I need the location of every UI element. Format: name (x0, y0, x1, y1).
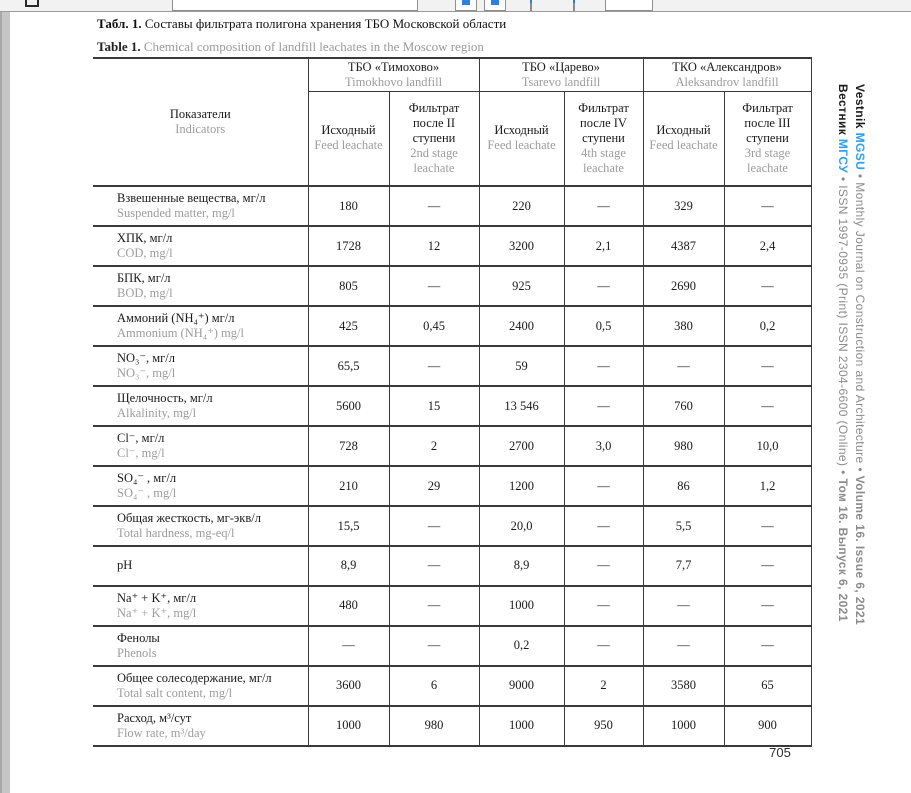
row-label-ru: ХПК, мг/л (117, 231, 173, 245)
cell-value: — (564, 466, 643, 506)
cell-value: 1000 (479, 706, 564, 746)
row-label-en: BOD, mg/l (117, 286, 173, 300)
row-label-ru: БПК, мг/л (117, 271, 171, 285)
row-label (93, 586, 308, 626)
cell-value: 8,9 (479, 546, 564, 586)
cell-value: 3600 (308, 666, 389, 706)
group-header-timokhovo (308, 58, 479, 91)
table-row (93, 506, 811, 546)
group-header-tsarevo (479, 58, 643, 91)
cell-value: 3,0 (564, 426, 643, 466)
row-label (93, 466, 308, 506)
row-label-ru: NO₃⁻, мг/л (117, 351, 176, 365)
cell-value: 9000 (479, 666, 564, 706)
cell-value: 480 (308, 586, 389, 626)
table-wrapper (93, 57, 812, 747)
cell-value: — (389, 266, 479, 306)
table-row (93, 346, 811, 386)
cell-value: — (724, 346, 811, 386)
table-row (93, 666, 811, 706)
row-label (93, 666, 308, 706)
table-caption-ru (97, 16, 506, 32)
group-en: Tsarevo landfill (521, 74, 601, 89)
cell-value: 2,4 (724, 226, 811, 266)
row-label-en: Phenols (117, 645, 157, 660)
cell-value: — (564, 266, 643, 306)
subheader-filtrate-1: Фильтрат после II ступени 2nd stage leachate (389, 91, 479, 186)
table-row (93, 706, 811, 746)
cell-value: — (643, 586, 724, 626)
table-row (93, 386, 811, 426)
caption-label-en: Table 1. (97, 39, 141, 54)
cell-value: — (724, 586, 811, 626)
row-label (93, 506, 308, 546)
journal-brand-accent-ru: МГСУ (836, 138, 850, 174)
cell-value: 2,1 (564, 226, 643, 266)
cell-value: 380 (643, 306, 724, 346)
cell-value: 12 (389, 226, 479, 266)
viewer-toolbar (0, 0, 911, 12)
table-row (93, 186, 811, 226)
cell-value: 2700 (479, 426, 564, 466)
cell-value: 86 (643, 466, 724, 506)
cell-value: 1000 (479, 586, 564, 626)
journal-sidebar (834, 84, 868, 760)
cell-value: 2690 (643, 266, 724, 306)
cell-value: — (724, 506, 811, 546)
row-label (93, 546, 308, 586)
cell-value: — (724, 626, 811, 666)
cell-value: 1,2 (724, 466, 811, 506)
cell-value: 900 (724, 706, 811, 746)
button-glyph-icon (462, 0, 470, 5)
journal-line-en (851, 84, 868, 760)
row-label-en: Total hardness, mg-eq/l (117, 526, 235, 540)
cell-value: 29 (389, 466, 479, 506)
row-label-ru: Общая жесткость, мг-экв/л (117, 511, 261, 525)
cell-value: — (564, 506, 643, 546)
group-ru: ТКО «Александров» (672, 59, 782, 74)
cell-value: 980 (389, 706, 479, 746)
journal-brand-accent-en: MGSU (853, 132, 867, 171)
cell-value: 10,0 (724, 426, 811, 466)
row-label (93, 226, 308, 266)
cell-value: 6 (389, 666, 479, 706)
cell-value: 925 (479, 266, 564, 306)
group-en: Aleksandrov landfill (675, 74, 779, 89)
row-label-ru: pH (117, 558, 133, 573)
table-row (93, 466, 811, 506)
cell-value: 13 546 (479, 386, 564, 426)
journal-issn-ru: • ISSN 1997-0935 (Print) ISSN 2304-6600 (Online) • (836, 173, 850, 479)
journal-issue-en: Volume 16. Issue 6, 2021 (853, 475, 867, 626)
journal-subtitle-en: • Monthly Journal on Construction and Architecture • (853, 170, 867, 476)
row-label-ru: Взвешенные вещества, мг/л (117, 191, 266, 205)
cell-value: — (389, 186, 479, 226)
cell-value: 0,2 (479, 626, 564, 666)
indicators-header-ru: Показатели (169, 107, 231, 121)
journal-line-ru (834, 84, 851, 760)
cell-value: 210 (308, 466, 389, 506)
table-caption-en (97, 39, 484, 55)
cell-value: 20,0 (479, 506, 564, 546)
cell-value: — (308, 626, 389, 666)
toolbar-field[interactable] (172, 0, 418, 11)
cell-value: — (389, 586, 479, 626)
cell-value: 950 (564, 706, 643, 746)
toolbar-separator (530, 0, 532, 11)
cell-value: 180 (308, 186, 389, 226)
cell-value: — (724, 386, 811, 426)
cell-value: 329 (643, 186, 724, 226)
cell-value: 805 (308, 266, 389, 306)
cell-value: — (643, 626, 724, 666)
row-label-ru: Щелочность, мг/л (117, 391, 213, 405)
cell-value: — (564, 626, 643, 666)
row-label-en: Suspended matter, mg/l (117, 206, 235, 220)
cell-value: 65 (724, 666, 811, 706)
cell-value: — (389, 506, 479, 546)
toolbar-button-1[interactable] (455, 0, 477, 11)
cell-value: 220 (479, 186, 564, 226)
cell-value: 7,7 (643, 546, 724, 586)
row-label-ru: Na⁺ + K⁺, мг/л (117, 590, 197, 605)
cell-value: — (389, 546, 479, 586)
row-label-ru: Аммоний (NH₄⁺) мг/л (117, 311, 235, 325)
cell-value: 15 (389, 386, 479, 426)
cell-value: — (389, 346, 479, 386)
table-row (93, 626, 811, 666)
cell-value: 8,9 (308, 546, 389, 586)
cell-value: 5,5 (643, 506, 724, 546)
cell-value: — (389, 626, 479, 666)
cell-value: 0,2 (724, 306, 811, 346)
cell-value: 5600 (308, 386, 389, 426)
row-label-ru: Общее солесодержание, мг/л (117, 670, 272, 685)
row-label-ru: Фенолы (117, 630, 160, 645)
cell-value: 728 (308, 426, 389, 466)
cell-value: — (564, 346, 643, 386)
cell-value: 425 (308, 306, 389, 346)
row-label (93, 626, 308, 666)
leachate-table (93, 57, 812, 747)
cell-value: 3580 (643, 666, 724, 706)
cell-value: 1200 (479, 466, 564, 506)
indicators-header (93, 58, 308, 186)
row-label-en: Ammonium (NH₄⁺) mg/l (117, 326, 244, 340)
cell-value: 1728 (308, 226, 389, 266)
cell-value: 0,45 (389, 306, 479, 346)
row-label-ru: Расход, м³/сут (117, 710, 192, 725)
cell-value: — (724, 546, 811, 586)
subheader-filtrate-3: Фильтрат после III ступени 3rd stage leachate (724, 91, 811, 186)
cell-value: 15,5 (308, 506, 389, 546)
row-label-en: Total salt content, mg/l (117, 685, 233, 700)
cell-value: — (564, 586, 643, 626)
row-label (93, 346, 308, 386)
cell-value: 4387 (643, 226, 724, 266)
indicators-header-en: Indicators (175, 122, 226, 136)
subheader-filtrate-2: Фильтрат после IV ступени 4th stage leachate (564, 91, 643, 186)
table-body (93, 186, 811, 746)
row-label (93, 266, 308, 306)
row-label-ru: Cl⁻, мг/л (117, 431, 165, 445)
cell-value: 2400 (479, 306, 564, 346)
cell-value: 1000 (643, 706, 724, 746)
table-row (93, 586, 811, 626)
cell-value: — (564, 546, 643, 586)
caption-text-en: Chemical composition of landfill leachates in the Moscow region (140, 39, 484, 54)
row-label-en: Na⁺ + K⁺, mg/l (117, 605, 197, 620)
row-label (93, 186, 308, 226)
row-label-ru: SO₄⁻ , мг/л (117, 471, 177, 485)
document-page (10, 12, 911, 793)
group-ru: ТБО «Тимохово» (347, 59, 440, 74)
cell-value: 2 (389, 426, 479, 466)
row-label-en: NO₃⁻, mg/l (117, 366, 176, 380)
cell-value: — (564, 386, 643, 426)
journal-issue-ru: Том 16. Выпуск 6, 2021 (836, 478, 850, 622)
row-label-en: Flow rate, m³/day (117, 725, 206, 740)
subheader-feed-3: Исходный Feed leachate (643, 91, 724, 186)
row-label (93, 386, 308, 426)
fullscreen-icon[interactable] (25, 0, 39, 7)
caption-text-ru: Составы фильтрата полигона хранения ТБО Московской области (141, 16, 507, 31)
row-label (93, 426, 308, 466)
row-label-en: Alkalinity, mg/l (117, 406, 197, 420)
cell-value: 2 (564, 666, 643, 706)
cell-value: 1000 (308, 706, 389, 746)
table-row (93, 226, 811, 266)
journal-brand-ru: Вестник (836, 84, 850, 139)
row-label (93, 306, 308, 346)
table-row (93, 426, 811, 466)
page-number: 705 (769, 745, 791, 760)
cell-value: — (724, 266, 811, 306)
cell-value: 980 (643, 426, 724, 466)
toolbar-zoom-field[interactable] (605, 0, 653, 11)
cell-value: 59 (479, 346, 564, 386)
cell-value: — (724, 186, 811, 226)
table-row (93, 306, 811, 346)
cell-value: 65,5 (308, 346, 389, 386)
cell-value: 0,5 (564, 306, 643, 346)
cell-value: — (643, 346, 724, 386)
left-gutter (0, 0, 10, 793)
cell-value: 3200 (479, 226, 564, 266)
table-row (93, 546, 811, 586)
toolbar-separator (573, 0, 575, 11)
cell-value: 760 (643, 386, 724, 426)
row-label (93, 706, 308, 746)
row-label-en: Cl⁻, mg/l (117, 446, 165, 460)
toolbar-button-2[interactable] (484, 0, 506, 11)
subheader-feed-1: Исходный Feed leachate (308, 91, 389, 186)
table-row (93, 266, 811, 306)
group-ru: ТБО «Царево» (522, 59, 600, 74)
group-header-aleksandrov (643, 58, 811, 91)
row-label-en: COD, mg/l (117, 246, 173, 260)
cell-value: — (564, 186, 643, 226)
row-label-en: SO₄⁻ , mg/l (117, 486, 177, 500)
subheader-feed-2: Исходный Feed leachate (479, 91, 564, 186)
group-en: Timokhovo landfill (344, 74, 443, 89)
button-glyph-icon (491, 0, 499, 5)
journal-brand-en: Vestnik (853, 84, 867, 133)
caption-label-ru: Табл. 1. (97, 16, 142, 31)
